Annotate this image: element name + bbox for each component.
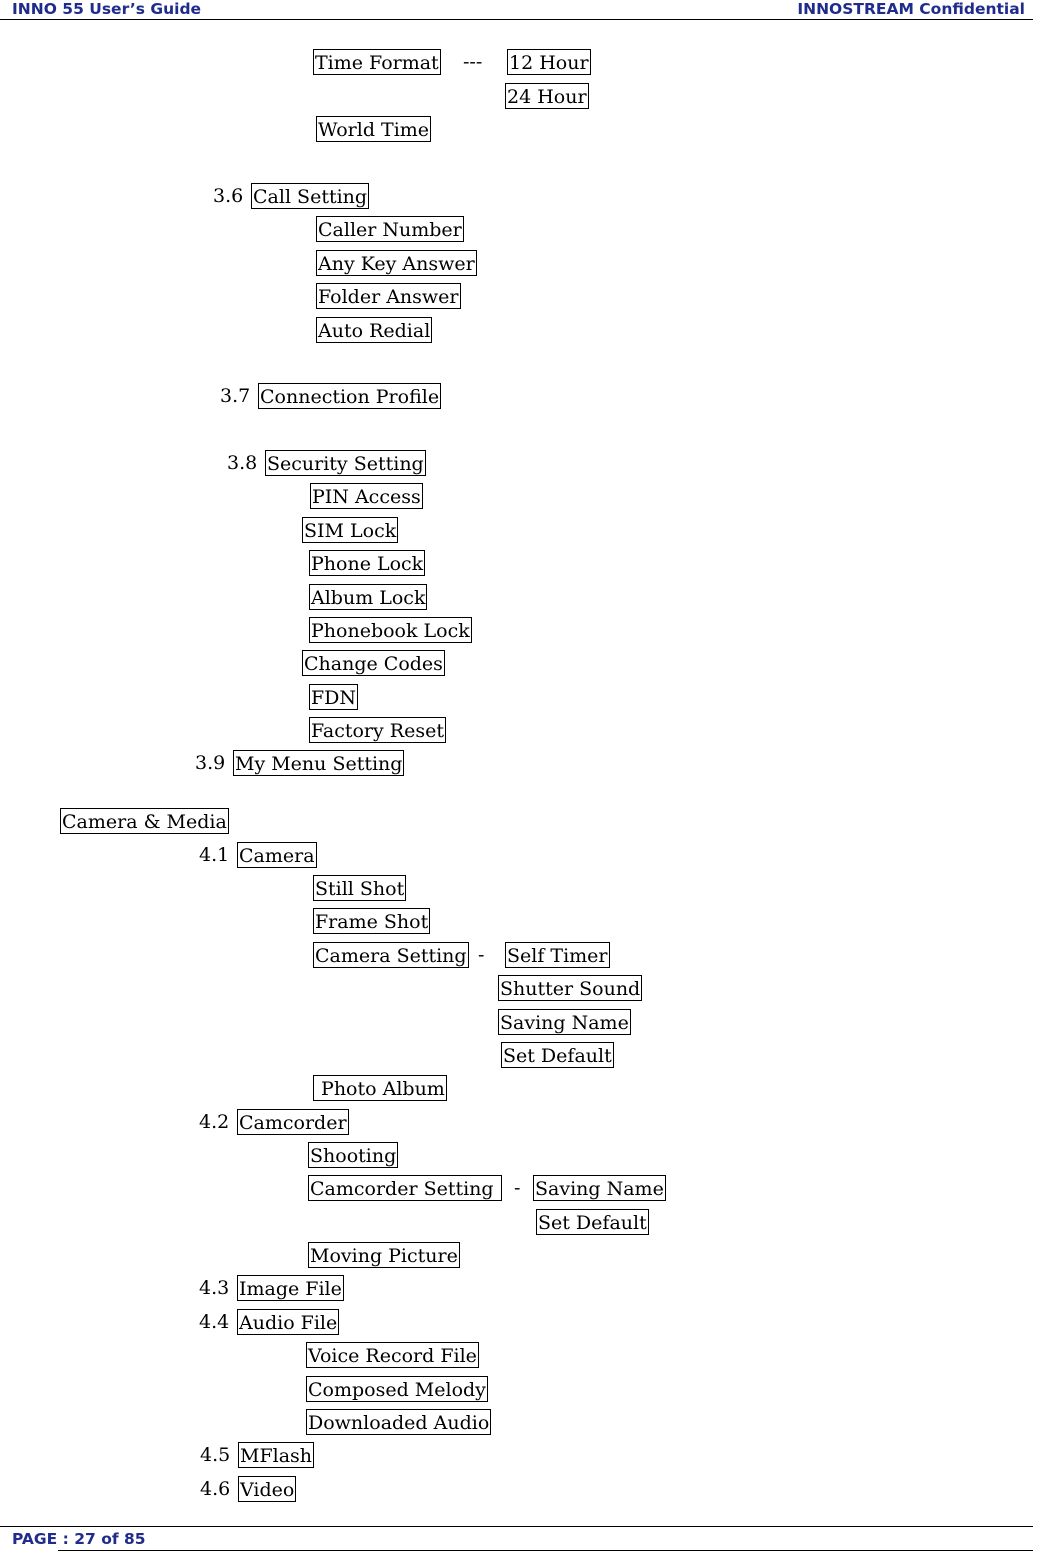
menu-item-security-setting: Security Setting (265, 450, 426, 476)
section-number: 4.2 (199, 1111, 230, 1133)
menu-item-saving-name: Saving Name (533, 1175, 666, 1201)
menu-item-any-key-answer: Any Key Answer (316, 250, 477, 276)
menu-item-change-codes: Change Codes (302, 650, 445, 676)
menu-item-composed-melody: Composed Melody (306, 1376, 488, 1402)
menu-item-24-hour: 24 Hour (505, 83, 589, 109)
menu-item-camera-setting: Camera Setting (313, 942, 469, 968)
menu-item-camera: Camera (237, 842, 317, 868)
menu-item-time-format: Time Format (313, 49, 441, 75)
menu-item-image-file: Image File (237, 1275, 344, 1301)
menu-item-saving-name: Saving Name (498, 1009, 631, 1035)
menu-item-photo-album: Photo Album (313, 1075, 447, 1101)
header-left: INNO 55 User’s Guide (12, 0, 202, 18)
page-number: PAGE : 27 of 85 (12, 1530, 146, 1548)
connector-dash: - (514, 1177, 521, 1199)
menu-item-still-shot: Still Shot (313, 875, 406, 901)
menu-item-shooting: Shooting (308, 1142, 398, 1168)
menu-item-pin-access: PIN Access (310, 483, 423, 509)
menu-item-caller-number: Caller Number (316, 216, 464, 242)
section-number: 4.5 (200, 1444, 231, 1466)
menu-item-album-lock: Album Lock (309, 584, 427, 610)
section-number: 3.9 (195, 752, 226, 774)
menu-item-voice-record-file: Voice Record File (306, 1342, 479, 1368)
footer-rule (0, 1526, 1033, 1527)
menu-item-mflash: MFlash (238, 1442, 314, 1468)
menu-item-factory-reset: Factory Reset (309, 717, 446, 743)
menu-item-auto-redial: Auto Redial (316, 317, 432, 343)
menu-item-camcorder-setting: Camcorder Setting (308, 1175, 502, 1201)
connector-dash: - (478, 944, 485, 966)
menu-item-frame-shot: Frame Shot (313, 908, 430, 934)
menu-item-my-menu-setting: My Menu Setting (233, 750, 404, 776)
menu-item-world-time: World Time (316, 116, 431, 142)
section-number: 3.6 (213, 185, 244, 207)
menu-item-call-setting: Call Setting (251, 183, 369, 209)
menu-item-12-hour: 12 Hour (507, 49, 591, 75)
menu-item-moving-picture: Moving Picture (308, 1242, 460, 1268)
menu-item-downloaded-audio: Downloaded Audio (306, 1409, 491, 1435)
menu-item-sim-lock: SIM Lock (302, 517, 398, 543)
menu-item-audio-file: Audio File (237, 1309, 339, 1335)
menu-item-self-timer: Self Timer (505, 942, 610, 968)
menu-item-folder-answer: Folder Answer (316, 283, 461, 309)
menu-item-set-default: Set Default (501, 1042, 614, 1068)
section-number: 4.1 (199, 844, 230, 866)
menu-item-camcorder: Camcorder (237, 1109, 349, 1135)
menu-item-connection-profile: Connection Profile (258, 383, 441, 409)
section-number: 4.6 (200, 1478, 231, 1500)
connector-dash: --- (463, 51, 483, 73)
header-right: INNOSTREAM Confidential (797, 0, 1025, 18)
menu-item-video: Video (238, 1476, 296, 1502)
menu-item-phone-lock: Phone Lock (309, 550, 425, 576)
section-number: 3.7 (220, 385, 251, 407)
section-number: 3.8 (227, 452, 258, 474)
section-number: 4.4 (199, 1311, 230, 1333)
header-rule (0, 19, 1033, 20)
menu-item-set-default: Set Default (536, 1209, 649, 1235)
menu-item-shutter-sound: Shutter Sound (498, 975, 642, 1001)
menu-item-phonebook-lock: Phonebook Lock (309, 617, 472, 643)
menu-item-camera-media: Camera & Media (60, 808, 229, 834)
menu-item-fdn: FDN (309, 684, 358, 710)
section-number: 4.3 (199, 1277, 230, 1299)
